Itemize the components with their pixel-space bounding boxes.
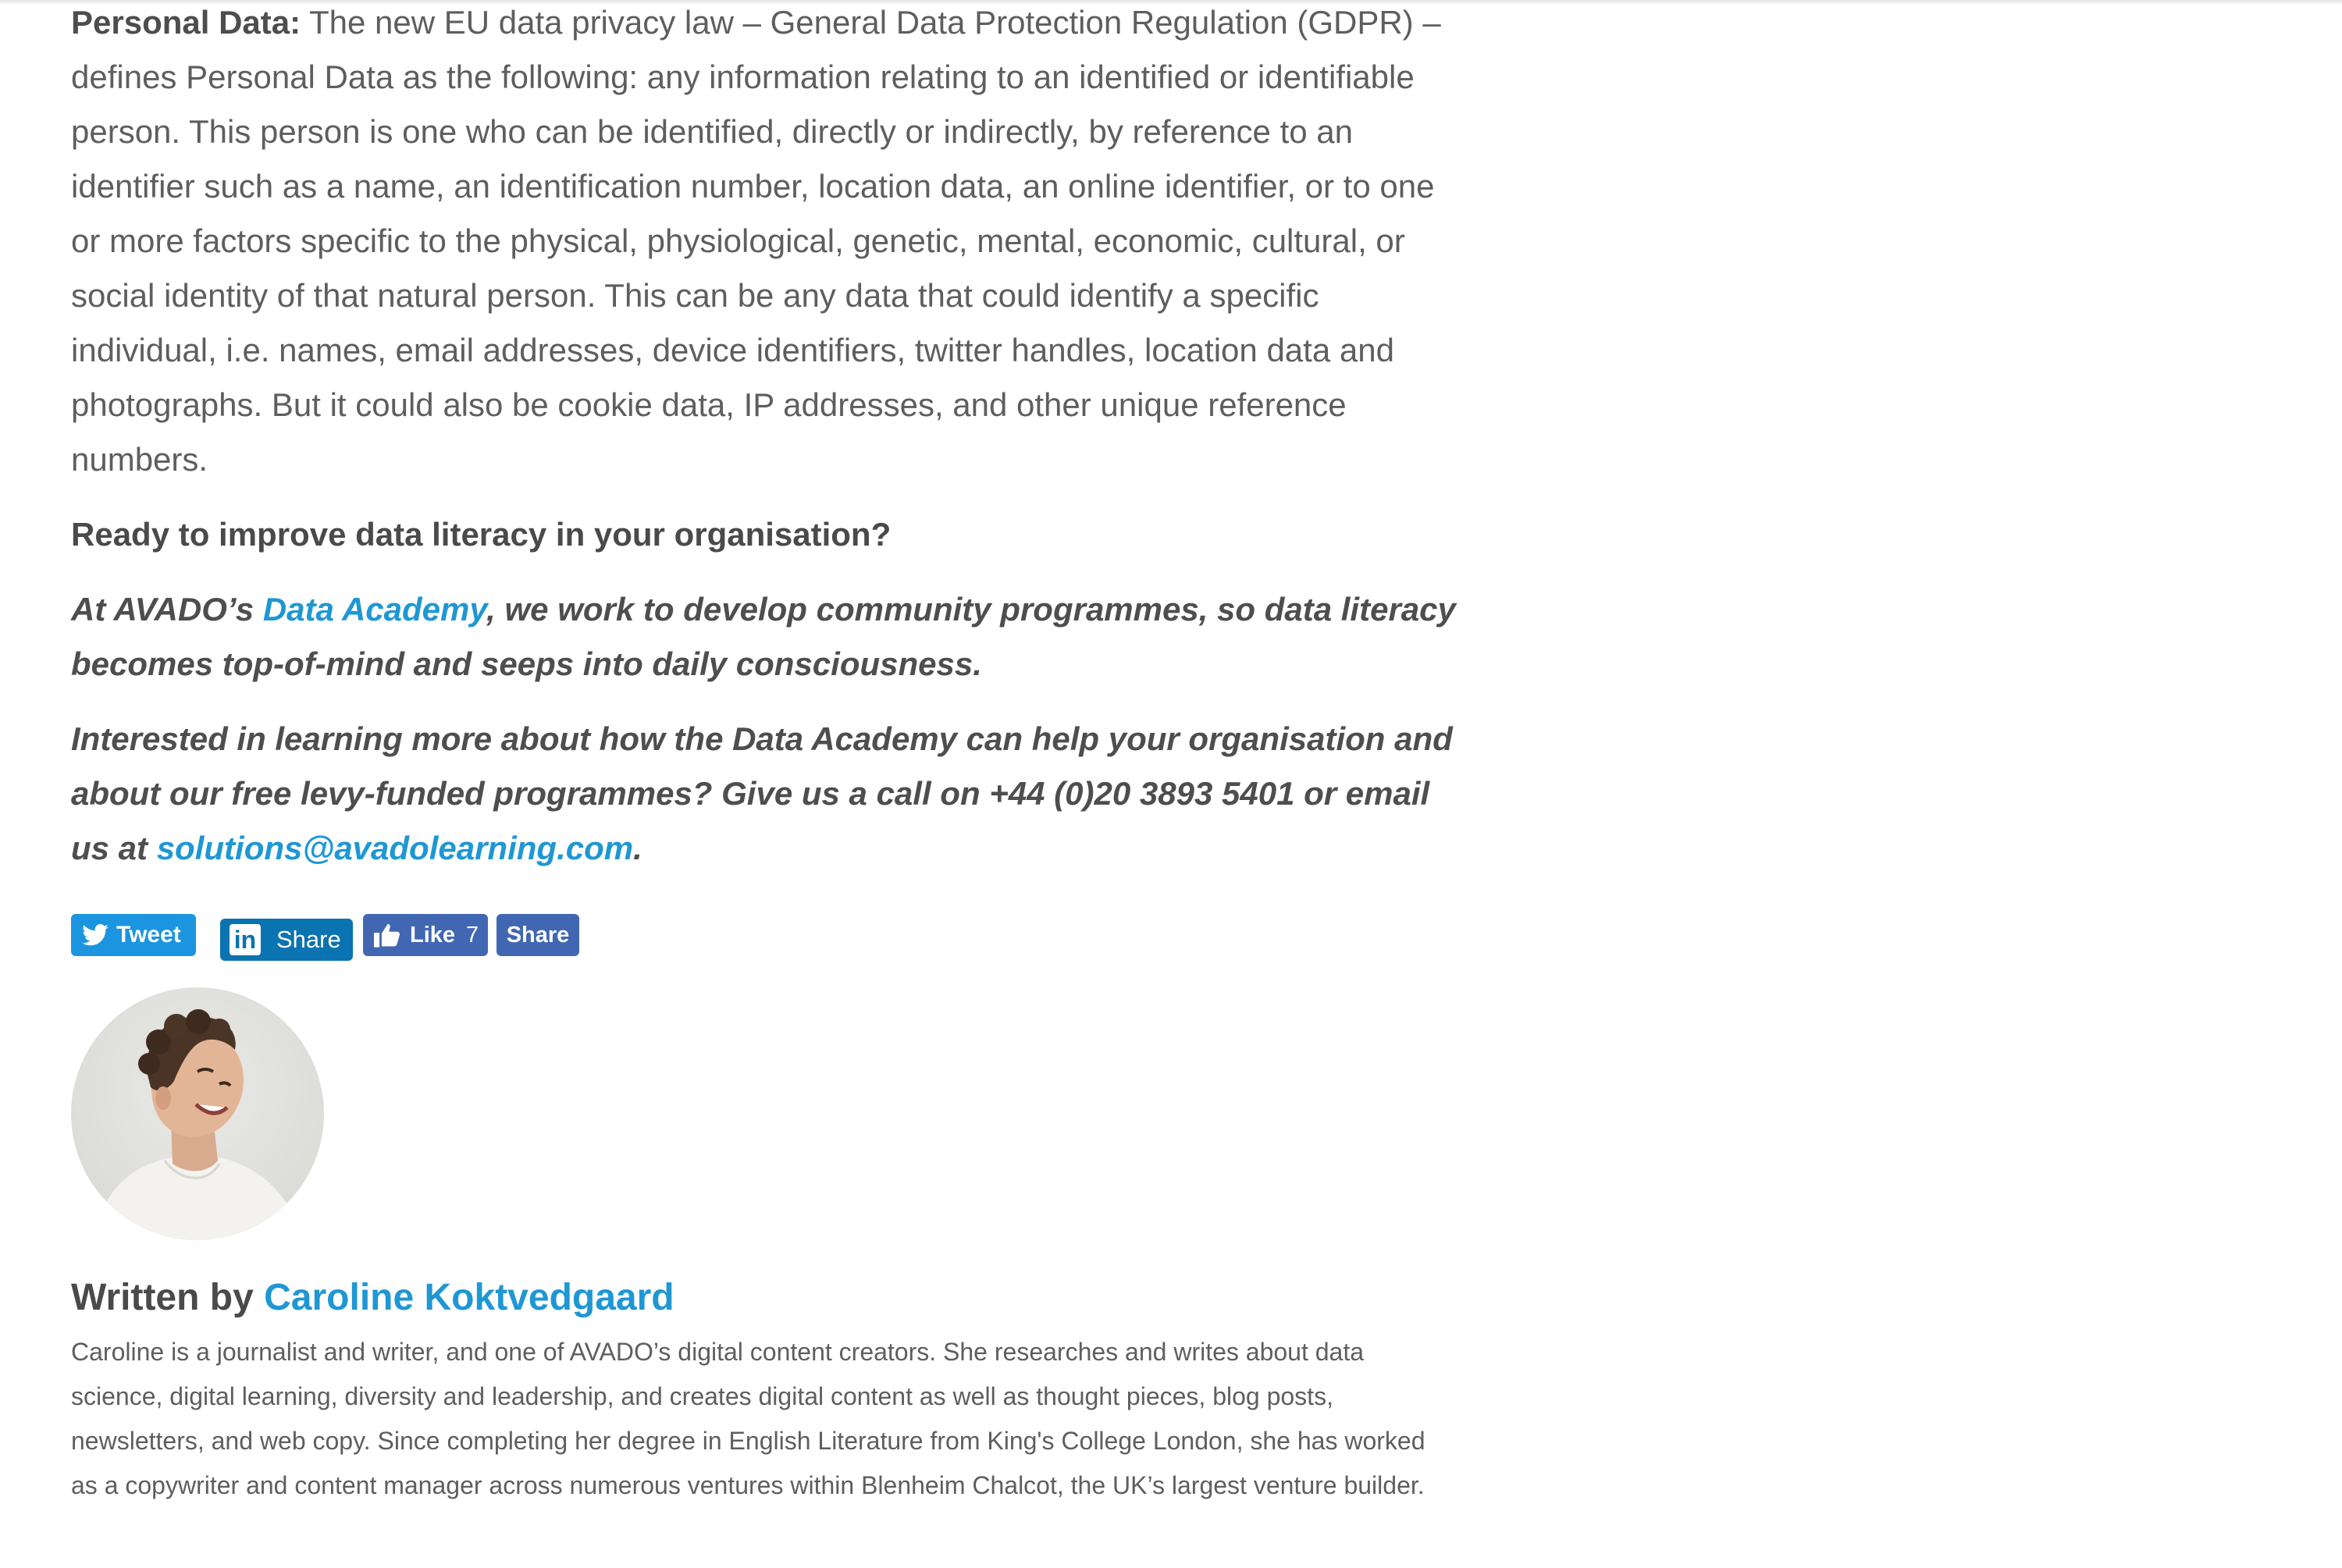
- tweet-button[interactable]: [71, 914, 196, 956]
- cta-heading: Ready to improve data literacy in your organisation?: [71, 516, 892, 553]
- email-link[interactable]: solutions@avadolearning.com: [156, 830, 634, 866]
- like-count: 7: [466, 922, 479, 948]
- facebook-share-button[interactable]: [497, 914, 579, 956]
- personal-data-label: Personal Data:: [71, 4, 301, 41]
- linkedin-icon: in: [230, 924, 261, 955]
- written-by-label: Written by: [71, 1277, 265, 1318]
- author-heading: [71, 1271, 1468, 1325]
- personal-data-text: The new EU data privacy law – General Data Protection Regulation (GDPR) – defines Personal Data as the following: any information relating to an identified or identifiable person. This person is one who can be identified, directly or indirectly, by reference to an identifier such as a name, an identification number, location data, an online identifier, or to one or more factors specific to the physical, physiological, genetic, mental, economic, cultural, or social identity of that natural person. This can be any data that could identify a specific individual, i.e. names, email addresses, device identifiers, twitter handles, location data and photographs. But it could also be cookie data, IP addresses, and other unique reference numbers.: [71, 4, 1441, 478]
- thumbs-up-icon: [374, 923, 400, 948]
- tweet-label: Tweet: [116, 922, 181, 948]
- facebook-like-button[interactable]: [363, 914, 488, 956]
- author-name-link[interactable]: Caroline Koktvedgaard: [264, 1277, 674, 1318]
- cta-paragraph-1: [71, 582, 1468, 692]
- cta-p2-prefix: Interested in learning more about how the Data Academy can help your organisation and about our free levy-funded programmes? Give us a call on +44 (0)20 3893 5401 or email us at: [71, 720, 1453, 866]
- cta-p2-suffix: .: [633, 830, 642, 866]
- author-avatar: [71, 987, 324, 1240]
- twitter-bird-icon: [82, 924, 109, 946]
- facebook-share-label: Share: [506, 922, 570, 948]
- cta-p1-suffix: , we work to develop community programmes, so data literacy becomes top-of-mind and seeps into daily consciousness.: [71, 591, 1456, 682]
- author-portrait-illustration: [71, 987, 324, 1240]
- linkedin-share-button[interactable]: [220, 919, 353, 961]
- author-bio: Caroline is a journalist and writer, and one of AVADO’s digital content creators. She researches and writes about data science, digital learning, diversity and leadership, and creates digital content as well as thought pieces, blog posts, newsletters, and web copy. Since completing her degree in English Literature from King's College London, she has worked as a copywriter and content manager across numerous ventures within Blenheim Chalcot, the UK’s largest venture builder.: [71, 1338, 1425, 1499]
- data-academy-link[interactable]: Data Academy: [262, 591, 487, 628]
- cta-paragraph-2: [71, 712, 1468, 876]
- linkedin-share-label: Share: [276, 926, 341, 953]
- personal-data-paragraph: [71, 0, 1468, 487]
- article-body: [71, 0, 1468, 876]
- cta-p1-prefix: At AVADO’s: [71, 591, 263, 628]
- author-section: [71, 1271, 1468, 1508]
- like-label: Like: [410, 922, 456, 948]
